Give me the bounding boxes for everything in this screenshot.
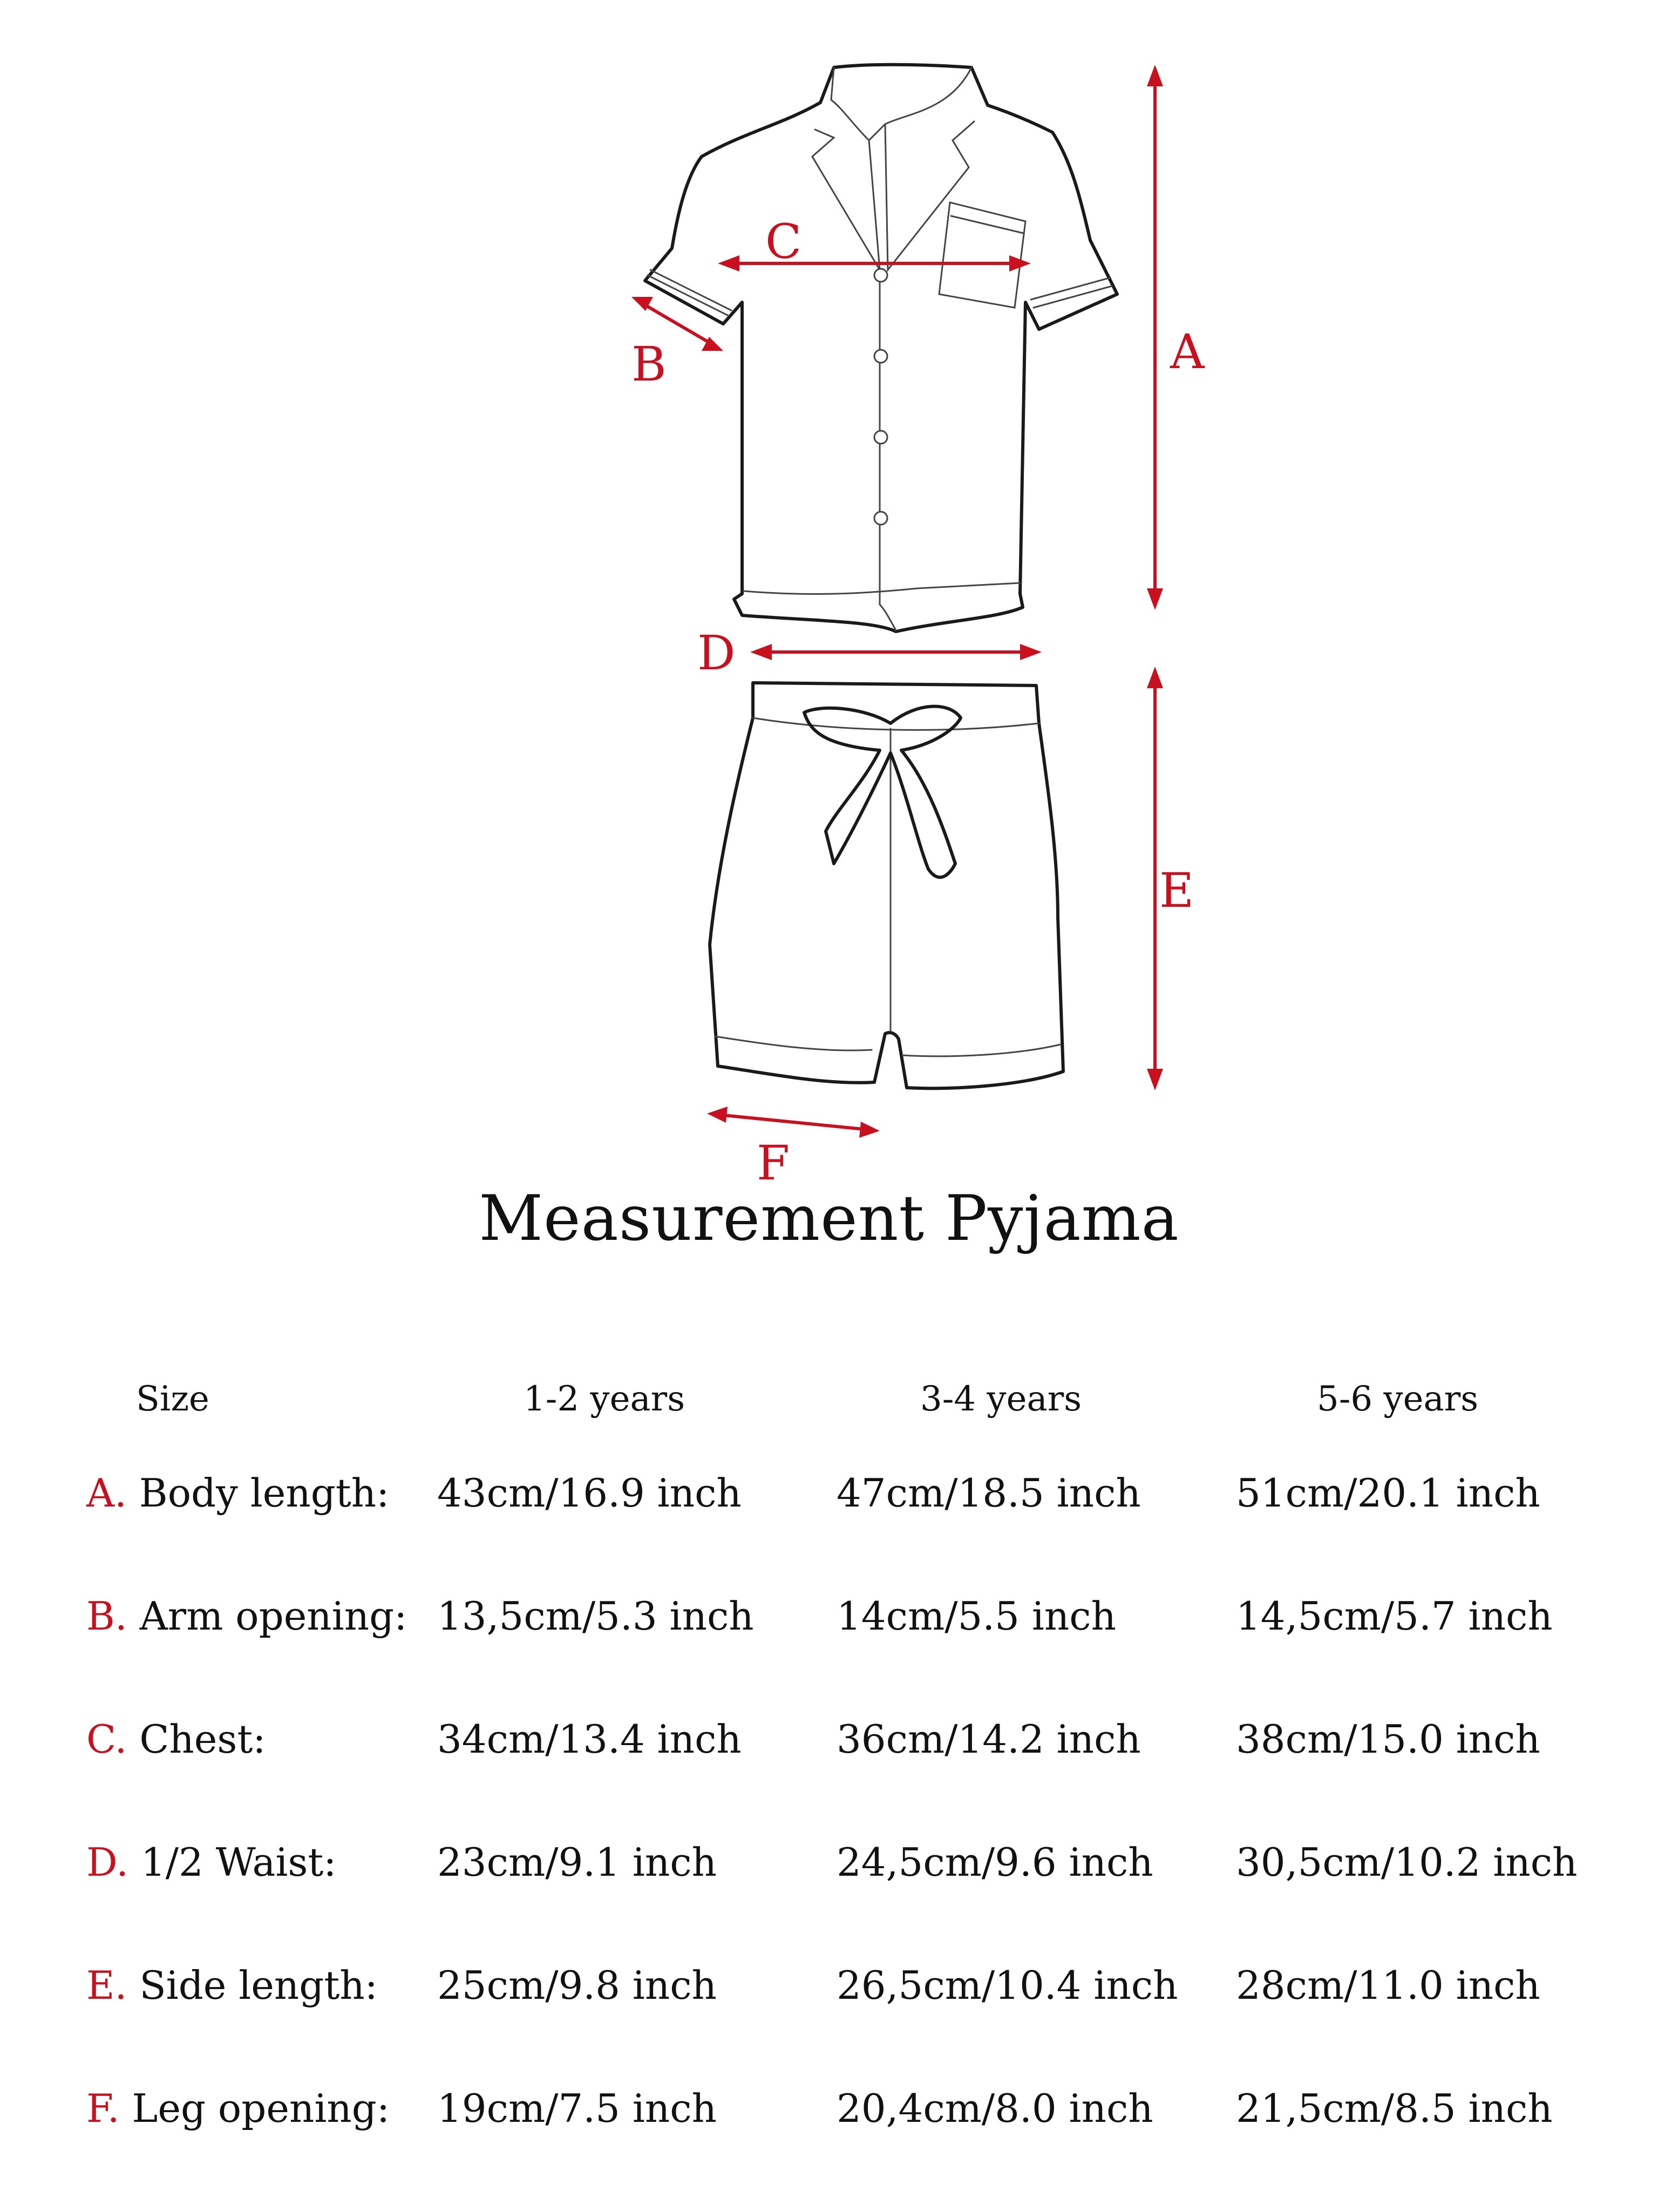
row-value: 43cm/16.9 inch: [437, 1470, 742, 1516]
row-value: 19cm/7.5 inch: [437, 2086, 717, 2131]
shirt-button: [874, 512, 887, 525]
marker-c: C: [765, 214, 802, 269]
table-row: [86, 1716, 1598, 1843]
shirt-collar: [831, 67, 971, 140]
row-value: 26,5cm/10.4 inch: [837, 1963, 1178, 2008]
header-size-label: Size: [136, 1379, 209, 1419]
row-label: [86, 1963, 378, 2008]
marker-b: B: [631, 336, 667, 392]
shorts-bow: [804, 707, 961, 878]
shorts-outline: [710, 683, 1063, 1088]
row-label-text: Chest:: [139, 1716, 266, 1762]
shirt-placket: [880, 270, 896, 630]
row-letter: F.: [86, 2086, 120, 2131]
marker-e: E: [1159, 863, 1194, 918]
shirt-button: [874, 350, 887, 363]
row-letter: E.: [86, 1963, 127, 2008]
row-value: 47cm/18.5 inch: [837, 1470, 1141, 1516]
marker-d: D: [697, 625, 736, 681]
row-value: 20,4cm/8.0 inch: [837, 2086, 1153, 2131]
row-label-text: 1/2 Waist:: [140, 1840, 337, 1885]
shirt-lapel-left: [812, 130, 880, 270]
table-row: [86, 1840, 1598, 1966]
header-size-3: 5-6 years: [1317, 1379, 1479, 1419]
row-label-text: Arm opening:: [139, 1593, 407, 1639]
row-value: 36cm/14.2 inch: [837, 1716, 1141, 1762]
row-label: [86, 2086, 390, 2131]
row-value: 21,5cm/8.5 inch: [1236, 2086, 1553, 2131]
marker-a: A: [1170, 324, 1205, 379]
shirt-sleeve-cuff-left: [648, 270, 731, 316]
measurement-arrow-f: [707, 1107, 880, 1138]
measurement-arrow-d: [750, 644, 1042, 660]
shorts-illustration: [710, 683, 1063, 1088]
header-size-1: 1-2 years: [524, 1379, 685, 1419]
measurement-arrow-a: [1147, 65, 1163, 610]
row-value: 25cm/9.8 inch: [437, 1963, 717, 2008]
table-row: [86, 1963, 1598, 2089]
row-value: 14cm/5.5 inch: [837, 1593, 1116, 1639]
page-title: Measurement Pyjama: [479, 1182, 1179, 1255]
marker-f: F: [757, 1135, 790, 1188]
table-row: [86, 2086, 1598, 2212]
row-label: [86, 1840, 337, 1885]
row-letter: A.: [86, 1470, 127, 1516]
row-letter: C.: [86, 1716, 127, 1762]
shirt-hem-trim: [744, 583, 1020, 594]
shorts-leg-hem: [715, 1036, 1061, 1056]
row-label-text: Side length:: [139, 1963, 378, 2008]
row-label: [86, 1716, 266, 1762]
row-value: 51cm/20.1 inch: [1236, 1470, 1540, 1516]
size-table: [86, 1379, 1598, 2212]
measurement-arrow-c: [718, 255, 1031, 272]
shirt-button: [874, 269, 887, 282]
shirt-lapel-right: [885, 121, 974, 270]
row-label: [86, 1593, 407, 1639]
row-value: 13,5cm/5.3 inch: [437, 1593, 754, 1639]
header-size-2: 3-4 years: [920, 1379, 1082, 1419]
row-value: 14,5cm/5.7 inch: [1236, 1593, 1553, 1639]
row-value: 34cm/13.4 inch: [437, 1716, 742, 1762]
row-value: 24,5cm/9.6 inch: [837, 1840, 1153, 1885]
table-header-row: [86, 1379, 1598, 1474]
table-row: [86, 1593, 1598, 1720]
row-value: 38cm/15.0 inch: [1236, 1716, 1540, 1762]
row-label-text: Leg opening:: [132, 2086, 390, 2131]
row-letter: B.: [86, 1593, 127, 1639]
row-letter: D.: [86, 1840, 129, 1885]
shirt-button: [874, 431, 887, 444]
row-value: 28cm/11.0 inch: [1236, 1963, 1540, 2008]
row-label: [86, 1470, 390, 1516]
shirt-pocket: [939, 202, 1025, 308]
row-value: 23cm/9.1 inch: [437, 1840, 717, 1885]
table-row: [86, 1470, 1598, 1597]
row-value: 30,5cm/10.2 inch: [1236, 1840, 1578, 1885]
row-label-text: Body length:: [139, 1470, 390, 1516]
